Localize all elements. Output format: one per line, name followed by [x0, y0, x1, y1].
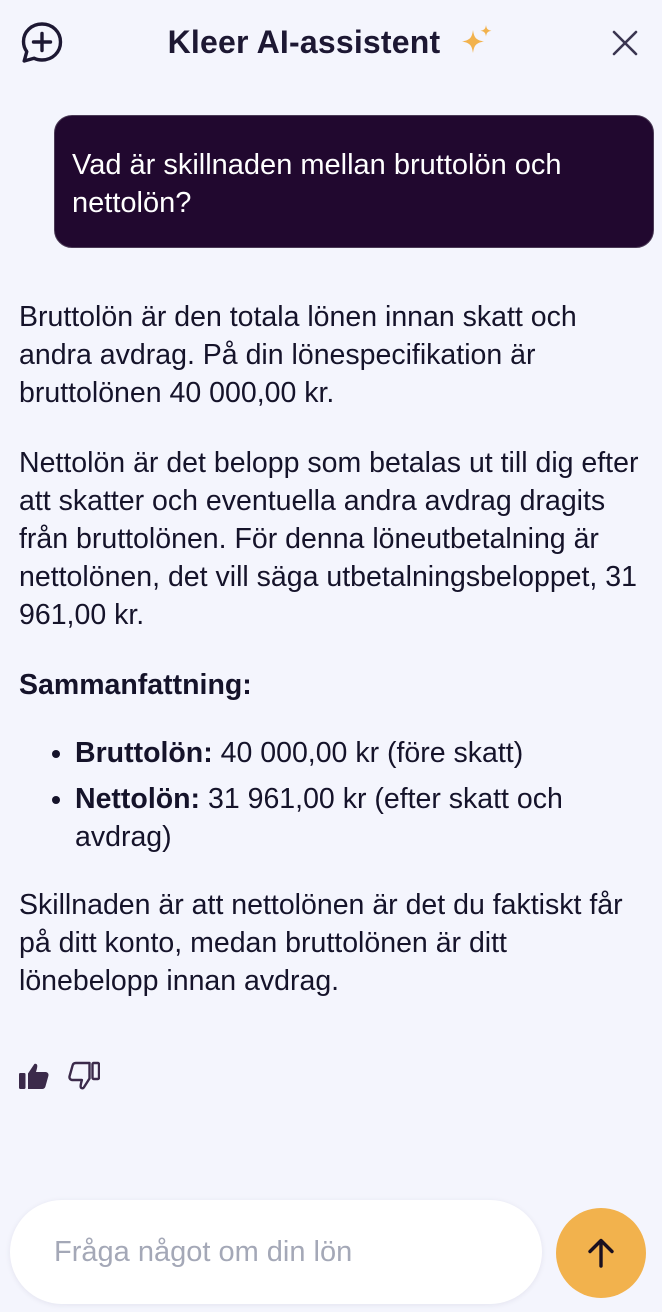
answer-paragraph-2: Nettolön är det belopp som betalas ut till dig efter att skatter och eventuella andra avdrag dragits från bruttolönen. För denna löneutbetalning är nettolönen, det vill säga utbetalningsbeloppet, 31 961,00 kr. — [19, 447, 639, 631]
list-item — [75, 734, 644, 772]
list-item — [75, 780, 644, 856]
arrow-up-icon — [584, 1236, 618, 1270]
send-button[interactable] — [556, 1208, 646, 1298]
summary-term: Nettolön: — [75, 783, 201, 815]
thumbs-down-icon — [68, 1061, 100, 1091]
summary-value: 40 000,00 kr (före skatt) — [212, 737, 524, 769]
thumbs-up-icon — [18, 1061, 50, 1091]
title-area — [0, 18, 662, 66]
close-button[interactable] — [604, 22, 646, 64]
sparkle-icon — [460, 24, 494, 56]
answer-paragraph-1: Bruttolön är den totala lönen innan skatt och andra avdrag. På din lönespecifikation är bruttolönen 40 000,00 kr. — [19, 301, 577, 409]
summary-term: Bruttolön: — [75, 737, 213, 769]
close-icon — [612, 30, 638, 56]
assistant-message — [19, 298, 644, 1032]
feedback-bar — [18, 1058, 100, 1094]
page-title: Kleer AI-assistent — [167, 23, 441, 60]
answer-paragraph-3: Skillnaden är att nettolönen är det du faktiskt får på ditt konto, medan bruttolönen är ditt lönebelopp innan avdrag. — [19, 889, 623, 997]
dislike-button[interactable] — [68, 1058, 100, 1094]
message-input[interactable] — [52, 1235, 516, 1270]
header — [0, 0, 662, 84]
like-button[interactable] — [18, 1058, 50, 1094]
summary-title: Sammanfattning: — [19, 669, 252, 701]
user-message-bubble — [54, 115, 654, 248]
user-message-text: Vad är skillnaden mellan bruttolön och nettolön? — [72, 149, 562, 219]
summary-list — [19, 734, 644, 856]
message-composer — [10, 1200, 542, 1304]
summary-value: 31 961,00 kr (efter skatt och avdrag) — [75, 783, 563, 853]
